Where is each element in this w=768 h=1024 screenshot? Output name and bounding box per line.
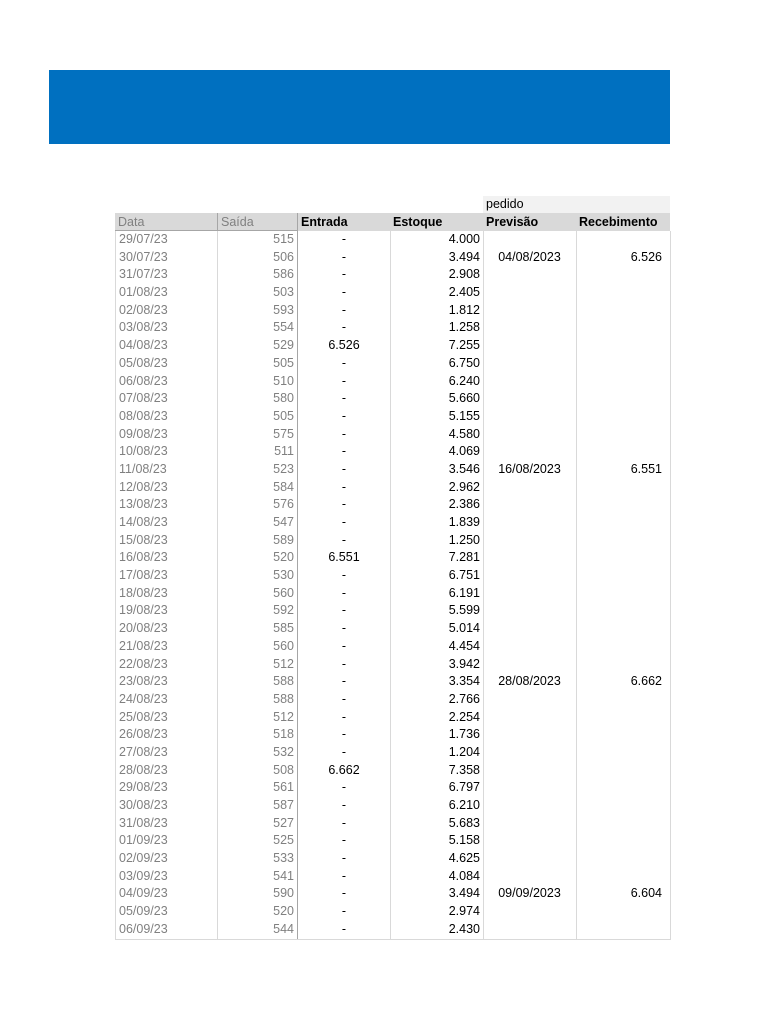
cell-data[interactable]: 20/08/23 [115, 620, 217, 638]
cell-saida[interactable]: 520 [217, 549, 298, 567]
cell-estoque[interactable]: 2.962 [448, 479, 480, 494]
cell-estoque[interactable]: 3.494 [448, 249, 480, 264]
cell-entrada[interactable]: - [341, 603, 347, 618]
table-row [115, 567, 671, 585]
cell-data[interactable]: 03/08/23 [115, 319, 217, 337]
cell-entrada[interactable]: - [341, 585, 347, 600]
table-row [115, 549, 671, 567]
cell-recebimento[interactable] [576, 479, 670, 497]
table-row [115, 443, 671, 461]
cell-estoque[interactable]: 4.454 [448, 638, 480, 653]
table-row [115, 284, 671, 302]
column-header-entrada[interactable]: Entrada [298, 213, 390, 231]
cell-previsao[interactable] [483, 903, 576, 921]
cell-entrada[interactable]: - [341, 302, 347, 317]
cell-estoque[interactable]: 6.191 [448, 585, 480, 600]
cell-data[interactable]: 12/08/23 [115, 479, 217, 497]
cell-recebimento[interactable] [576, 656, 670, 674]
cell-estoque[interactable]: 1.839 [448, 515, 480, 529]
column-separator [390, 231, 391, 940]
cell-entrada[interactable]: - [341, 780, 347, 795]
cell-data[interactable]: 29/07/23 [115, 231, 217, 249]
table-row [115, 479, 671, 497]
column-header-recebimento[interactable]: Recebimento [576, 213, 670, 231]
cell-data[interactable]: 29/08/23 [115, 779, 217, 797]
cell-data[interactable]: 09/08/23 [115, 426, 217, 444]
cell-entrada[interactable]: - [341, 479, 347, 494]
cell-recebimento[interactable] [576, 691, 670, 709]
column-separator [483, 231, 484, 940]
cell-estoque[interactable]: 4.069 [448, 444, 480, 459]
cell-recebimento[interactable]: 6.662 [630, 674, 662, 689]
cell-recebimento[interactable] [576, 744, 670, 762]
table-row [115, 426, 671, 444]
table-row [115, 709, 671, 727]
cell-estoque[interactable]: 7.255 [448, 338, 480, 353]
cell-entrada[interactable]: - [341, 249, 347, 264]
cell-entrada[interactable]: - [341, 408, 347, 423]
cell-estoque[interactable]: 2.908 [448, 267, 480, 282]
cell-estoque[interactable]: 2.405 [448, 285, 480, 300]
table-row [115, 921, 671, 939]
cell-previsao[interactable] [483, 549, 576, 567]
table-row [115, 302, 671, 320]
cell-recebimento[interactable] [576, 779, 670, 797]
cell-saida[interactable]: 511 [217, 443, 298, 461]
cell-recebimento[interactable] [576, 921, 670, 939]
cell-recebimento[interactable]: 6.551 [630, 461, 662, 476]
cell-data[interactable]: 11/08/23 [115, 461, 217, 479]
cell-entrada[interactable]: - [341, 674, 347, 689]
cell-previsao[interactable] [483, 355, 576, 373]
group-label-pedido[interactable]: pedido [483, 196, 670, 213]
cell-saida[interactable]: 580 [217, 390, 298, 408]
cell-saida[interactable]: 585 [217, 620, 298, 638]
table-row [115, 832, 671, 850]
cell-previsao[interactable] [483, 319, 576, 337]
table-body [115, 213, 671, 940]
cell-previsao[interactable]: 09/09/2023 [498, 886, 561, 901]
cell-data[interactable]: 03/09/23 [115, 868, 217, 886]
cell-entrada[interactable]: - [341, 373, 347, 388]
cell-data[interactable]: 02/08/23 [115, 302, 217, 320]
cell-estoque[interactable]: 2.386 [448, 497, 480, 512]
cell-estoque[interactable]: 4.625 [448, 851, 480, 866]
table-row [115, 762, 671, 780]
cell-saida[interactable]: 576 [217, 496, 298, 514]
table-row [115, 726, 671, 744]
cell-entrada[interactable]: 6.526 [328, 338, 360, 353]
table-row [115, 797, 671, 815]
cell-entrada[interactable]: - [341, 461, 347, 476]
cell-previsao[interactable] [483, 691, 576, 709]
cell-data[interactable]: 19/08/23 [115, 602, 217, 620]
cell-previsao[interactable] [483, 302, 576, 320]
cell-data[interactable]: 04/09/23 [115, 885, 217, 903]
cell-saida[interactable]: 508 [217, 762, 298, 780]
cell-recebimento[interactable] [576, 903, 670, 921]
cell-estoque[interactable]: 5.683 [448, 815, 480, 830]
cell-estoque[interactable]: 5.599 [448, 603, 480, 618]
table-row [115, 903, 671, 921]
table-row [115, 620, 671, 638]
cell-entrada[interactable]: - [341, 426, 347, 441]
cell-entrada[interactable]: - [341, 285, 347, 300]
cell-previsao[interactable] [483, 426, 576, 444]
cell-data[interactable]: 27/08/23 [115, 744, 217, 762]
cell-entrada[interactable]: - [341, 727, 347, 742]
cell-data[interactable]: 31/07/23 [115, 266, 217, 284]
cell-saida[interactable]: 530 [217, 567, 298, 585]
cell-saida[interactable]: 523 [217, 461, 298, 479]
table-rows [115, 231, 671, 940]
cell-estoque[interactable]: 1.250 [448, 532, 480, 547]
cell-previsao[interactable] [483, 479, 576, 497]
cell-previsao[interactable] [483, 231, 576, 249]
table-row [115, 744, 671, 762]
cell-entrada[interactable]: - [341, 391, 347, 406]
cell-data[interactable]: 10/08/23 [115, 443, 217, 461]
table-row [115, 319, 671, 337]
cell-recebimento[interactable] [576, 266, 670, 284]
cell-estoque[interactable]: 3.546 [448, 461, 480, 476]
cell-previsao[interactable] [483, 567, 576, 585]
cell-entrada[interactable]: 6.662 [328, 762, 360, 777]
table-row [115, 585, 671, 603]
cell-estoque[interactable]: 2.766 [448, 691, 480, 706]
cell-data[interactable]: 05/09/23 [115, 903, 217, 921]
table-row [115, 602, 671, 620]
cell-recebimento[interactable] [576, 567, 670, 585]
cell-estoque[interactable]: 6.797 [448, 780, 480, 795]
cell-entrada[interactable]: - [341, 744, 347, 759]
cell-previsao[interactable] [483, 337, 576, 355]
table-row [115, 337, 671, 355]
column-header-row [115, 213, 671, 231]
cell-previsao[interactable] [483, 779, 576, 797]
cell-estoque[interactable]: 5.158 [448, 833, 480, 848]
cell-recebimento[interactable] [576, 602, 670, 620]
cell-recebimento[interactable] [576, 496, 670, 514]
table-row [115, 673, 671, 691]
cell-previsao[interactable] [483, 744, 576, 762]
cell-data[interactable]: 23/08/23 [115, 673, 217, 691]
cell-previsao[interactable] [483, 532, 576, 550]
cell-previsao[interactable]: 16/08/2023 [498, 461, 561, 476]
cell-recebimento[interactable] [576, 319, 670, 337]
cell-estoque[interactable]: 7.281 [448, 550, 480, 565]
cell-entrada[interactable]: - [341, 656, 347, 671]
cell-previsao[interactable] [483, 514, 576, 532]
cell-recebimento[interactable] [576, 443, 670, 461]
table-row [115, 885, 671, 903]
cell-recebimento[interactable] [576, 390, 670, 408]
cell-entrada[interactable]: - [341, 921, 347, 936]
cell-estoque[interactable]: 2.974 [448, 904, 480, 919]
cell-data[interactable]: 16/08/23 [115, 549, 217, 567]
cell-estoque[interactable]: 4.084 [448, 868, 480, 883]
cell-recebimento[interactable]: 6.604 [630, 886, 662, 901]
cell-recebimento[interactable] [576, 549, 670, 567]
cell-previsao[interactable] [483, 496, 576, 514]
table-row [115, 638, 671, 656]
cell-data[interactable]: 06/08/23 [115, 373, 217, 391]
table-row [115, 691, 671, 709]
cell-data[interactable]: 22/08/23 [115, 656, 217, 674]
cell-entrada[interactable]: - [341, 355, 347, 370]
cell-entrada[interactable]: - [341, 833, 347, 848]
cell-saida[interactable]: 592 [217, 602, 298, 620]
cell-entrada[interactable]: - [341, 267, 347, 282]
cell-estoque[interactable]: 6.210 [448, 798, 480, 812]
cell-estoque[interactable]: 5.660 [448, 391, 480, 406]
cell-recebimento[interactable] [576, 832, 670, 850]
cell-estoque[interactable]: 6.751 [448, 568, 480, 583]
cell-previsao[interactable] [483, 656, 576, 674]
cell-recebimento[interactable] [576, 620, 670, 638]
cell-previsao[interactable] [483, 390, 576, 408]
cell-saida[interactable]: 544 [217, 921, 298, 939]
cell-estoque[interactable]: 1.204 [448, 744, 480, 759]
cell-saida[interactable]: 560 [217, 638, 298, 656]
cell-previsao[interactable] [483, 850, 576, 868]
cell-data[interactable]: 28/08/23 [115, 762, 217, 780]
cell-entrada[interactable]: - [341, 851, 347, 866]
cell-entrada[interactable]: - [341, 904, 347, 919]
cell-data[interactable]: 30/08/23 [115, 797, 217, 815]
cell-data[interactable]: 13/08/23 [115, 496, 217, 514]
cell-entrada[interactable]: - [341, 444, 347, 459]
table-row [115, 249, 671, 267]
cell-recebimento[interactable] [576, 302, 670, 320]
header-banner [49, 70, 670, 144]
cell-previsao[interactable]: 04/08/2023 [498, 249, 561, 264]
cell-data[interactable]: 24/08/23 [115, 691, 217, 709]
cell-saida[interactable]: 505 [217, 408, 298, 426]
cell-previsao[interactable] [483, 284, 576, 302]
cell-recebimento[interactable] [576, 337, 670, 355]
cell-saida[interactable]: 590 [217, 885, 298, 903]
cell-estoque[interactable]: 3.942 [448, 656, 480, 671]
cell-saida[interactable]: 503 [217, 284, 298, 302]
table-row [115, 514, 671, 532]
cell-saida[interactable]: 586 [217, 266, 298, 284]
cell-previsao[interactable] [483, 815, 576, 833]
cell-entrada[interactable]: - [341, 868, 347, 883]
table-row [115, 815, 671, 833]
cell-recebimento[interactable]: 6.526 [630, 249, 662, 264]
cell-entrada[interactable]: - [341, 497, 347, 512]
cell-saida[interactable]: 512 [217, 656, 298, 674]
cell-estoque[interactable]: 4.000 [448, 232, 480, 246]
cell-saida[interactable]: 554 [217, 319, 298, 337]
cell-saida[interactable]: 527 [217, 815, 298, 833]
cell-data[interactable]: 17/08/23 [115, 567, 217, 585]
cell-recebimento[interactable] [576, 638, 670, 656]
cell-previsao[interactable] [483, 709, 576, 727]
column-header-saida[interactable]: Saída [217, 213, 298, 231]
cell-data[interactable]: 05/08/23 [115, 355, 217, 373]
cell-estoque[interactable]: 3.354 [448, 674, 480, 689]
cell-entrada[interactable]: - [341, 568, 347, 583]
cell-data[interactable]: 06/09/23 [115, 921, 217, 939]
table-row [115, 850, 671, 868]
cell-data[interactable]: 01/08/23 [115, 284, 217, 302]
cell-saida[interactable]: 587 [217, 797, 298, 815]
cell-data[interactable]: 14/08/23 [115, 514, 217, 532]
cell-saida[interactable]: 532 [217, 744, 298, 762]
cell-saida[interactable]: 529 [217, 337, 298, 355]
cell-data[interactable]: 02/09/23 [115, 850, 217, 868]
table-row [115, 532, 671, 550]
cell-entrada[interactable]: - [341, 691, 347, 706]
inventory-table [115, 196, 671, 940]
cell-recebimento[interactable] [576, 850, 670, 868]
cell-previsao[interactable] [483, 868, 576, 886]
cell-estoque[interactable]: 7.358 [448, 762, 480, 777]
table-row [115, 408, 671, 426]
cell-estoque[interactable]: 3.494 [448, 886, 480, 901]
cell-data[interactable]: 26/08/23 [115, 726, 217, 744]
cell-recebimento[interactable] [576, 514, 670, 532]
cell-recebimento[interactable] [576, 797, 670, 815]
cell-estoque[interactable]: 4.580 [448, 426, 480, 441]
cell-recebimento[interactable] [576, 585, 670, 603]
cell-estoque[interactable]: 6.240 [448, 373, 480, 388]
table-row [115, 231, 671, 249]
cell-entrada[interactable]: - [341, 232, 347, 246]
cell-saida[interactable]: 520 [217, 903, 298, 921]
cell-previsao[interactable] [483, 620, 576, 638]
cell-estoque[interactable]: 2.254 [448, 709, 480, 724]
cell-estoque[interactable]: 5.155 [448, 408, 480, 423]
cell-saida[interactable]: 589 [217, 532, 298, 550]
cell-saida[interactable]: 541 [217, 868, 298, 886]
cell-saida[interactable]: 525 [217, 832, 298, 850]
column-header-previsao[interactable]: Previsão [483, 213, 576, 231]
cell-data[interactable]: 31/08/23 [115, 815, 217, 833]
table-row [115, 373, 671, 391]
cell-data[interactable]: 30/07/23 [115, 249, 217, 267]
cell-saida[interactable]: 506 [217, 249, 298, 267]
cell-data[interactable]: 04/08/23 [115, 337, 217, 355]
cell-previsao[interactable] [483, 762, 576, 780]
cell-recebimento[interactable] [576, 373, 670, 391]
cell-entrada[interactable]: - [341, 815, 347, 830]
cell-recebimento[interactable] [576, 709, 670, 727]
cell-recebimento[interactable] [576, 532, 670, 550]
cell-recebimento[interactable] [576, 426, 670, 444]
table-row [115, 496, 671, 514]
cell-recebimento[interactable] [576, 726, 670, 744]
cell-saida[interactable]: 510 [217, 373, 298, 391]
cell-data[interactable]: 25/08/23 [115, 709, 217, 727]
cell-data[interactable]: 07/08/23 [115, 390, 217, 408]
cell-recebimento[interactable] [576, 762, 670, 780]
cell-saida[interactable]: 518 [217, 726, 298, 744]
cell-previsao[interactable] [483, 585, 576, 603]
cell-saida[interactable]: 560 [217, 585, 298, 603]
cell-estoque[interactable]: 6.750 [448, 355, 480, 370]
cell-data[interactable]: 21/08/23 [115, 638, 217, 656]
cell-estoque[interactable]: 1.258 [448, 320, 480, 335]
column-separator [576, 231, 577, 940]
table-row [115, 355, 671, 373]
table-row [115, 266, 671, 284]
cell-entrada[interactable]: - [341, 798, 347, 812]
cell-data[interactable]: 18/08/23 [115, 585, 217, 603]
cell-recebimento[interactable] [576, 231, 670, 249]
cell-data[interactable]: 01/09/23 [115, 832, 217, 850]
cell-entrada[interactable]: - [341, 709, 347, 724]
cell-saida[interactable]: 512 [217, 709, 298, 727]
cell-saida[interactable]: 533 [217, 850, 298, 868]
cell-saida[interactable]: 588 [217, 673, 298, 691]
cell-previsao[interactable] [483, 266, 576, 284]
cell-previsao[interactable] [483, 443, 576, 461]
table-row [115, 656, 671, 674]
cell-entrada[interactable]: 6.551 [328, 550, 360, 565]
cell-previsao[interactable] [483, 602, 576, 620]
cell-saida[interactable]: 584 [217, 479, 298, 497]
cell-entrada[interactable]: - [341, 886, 347, 901]
cell-saida[interactable]: 561 [217, 779, 298, 797]
cell-previsao[interactable] [483, 638, 576, 656]
column-header-data[interactable]: Data [115, 213, 217, 231]
cell-entrada[interactable]: - [341, 515, 347, 529]
cell-previsao[interactable]: 28/08/2023 [498, 674, 561, 689]
table-row [115, 868, 671, 886]
table-row [115, 461, 671, 479]
cell-estoque[interactable]: 1.812 [448, 302, 480, 317]
cell-saida[interactable]: 593 [217, 302, 298, 320]
cell-recebimento[interactable] [576, 284, 670, 302]
cell-previsao[interactable] [483, 797, 576, 815]
table-row [115, 779, 671, 797]
cell-previsao[interactable] [483, 408, 576, 426]
column-separator [670, 231, 671, 940]
cell-saida[interactable]: 515 [217, 231, 298, 249]
cell-recebimento[interactable] [576, 355, 670, 373]
cell-recebimento[interactable] [576, 868, 670, 886]
cell-entrada[interactable]: - [341, 621, 347, 636]
cell-saida[interactable]: 588 [217, 691, 298, 709]
cell-recebimento[interactable] [576, 408, 670, 426]
cell-previsao[interactable] [483, 373, 576, 391]
cell-entrada[interactable]: - [341, 532, 347, 547]
cell-saida[interactable]: 505 [217, 355, 298, 373]
table-row [115, 390, 671, 408]
cell-estoque[interactable]: 1.736 [448, 727, 480, 742]
cell-previsao[interactable] [483, 832, 576, 850]
column-header-estoque[interactable]: Estoque [390, 213, 483, 231]
cell-estoque[interactable]: 5.014 [448, 621, 480, 636]
cell-saida[interactable]: 575 [217, 426, 298, 444]
cell-saida[interactable]: 547 [217, 514, 298, 532]
cell-data[interactable]: 15/08/23 [115, 532, 217, 550]
cell-previsao[interactable] [483, 921, 576, 939]
cell-recebimento[interactable] [576, 815, 670, 833]
cell-estoque[interactable]: 2.430 [448, 921, 480, 936]
cell-previsao[interactable] [483, 726, 576, 744]
cell-entrada[interactable]: - [341, 638, 347, 653]
cell-entrada[interactable]: - [341, 320, 347, 335]
cell-data[interactable]: 08/08/23 [115, 408, 217, 426]
group-header-row [115, 196, 671, 213]
